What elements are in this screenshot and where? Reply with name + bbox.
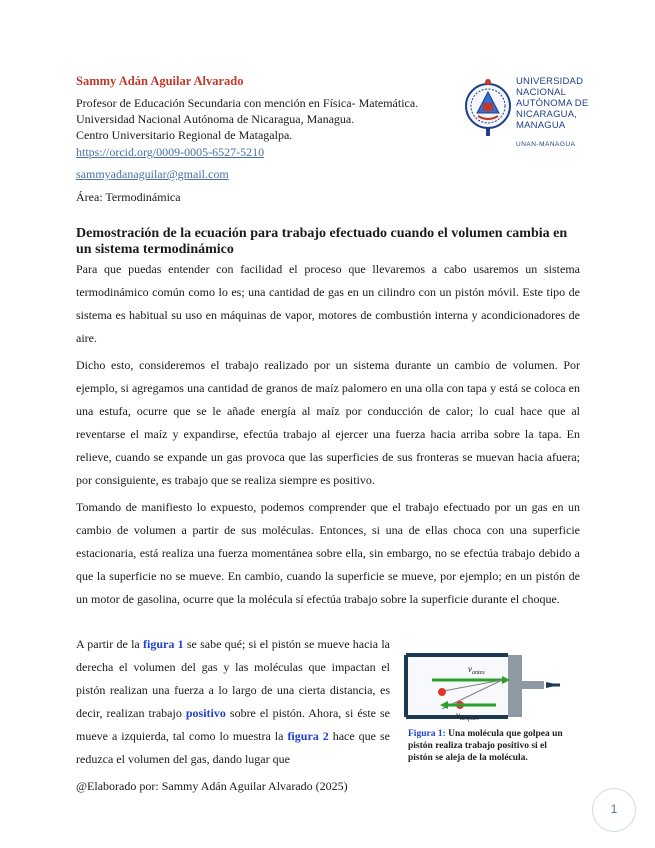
paragraph-1: Para que puedas entender con facilidad el proceso que llevaremos a cabo usaremos un sistema termodinámico común como lo es; una cantidad de gas en un cilindro con un pistón móvil. Este tipo de sistema es habitual su uso en máquinas de vapor, motores de combustión interna y acondicionadores de aire. [76, 262, 580, 345]
velocity-after-symbol: v [456, 710, 460, 720]
paragraph-4-text: sobre el pistón. Ahora, si éste se mueve a izquierda, tal como lo muestra la [76, 706, 390, 743]
paragraph-4-text: hace que se reduzca el volumen del gas, dando lugar que [76, 729, 390, 766]
figure-1-reference: figura 1 [142, 637, 184, 651]
university-name-line: AUTÓNOMA DE [516, 98, 589, 109]
paragraph-2: Dicho esto, consideremos el trabajo realizado por un sistema durante un cambio de volumen. Por ejemplo, si agregamos una cantidad de granos de maíz palomero en una olla con tapa y está se coloca en una estufa, ocurre que se le añade energía al maíz por conducción de calor; lo cual hace que al reventarse el maíz y expandirse, efectúa trabajo al ejercer una fuerza hacia arriba sobre la tapa. En relieve, cuando se expande un gas provoca que las superficies de sus fronteras se muevan hacia afuera; por consiguiente, es trabajo que se realiza siempre es positivo. [76, 358, 580, 487]
university-name-line: NACIONAL [516, 87, 567, 98]
footer-credit: @Elaborado por: Sammy Adán Aguilar Alvarado (2025) [76, 779, 348, 793]
velocity-after-subscript: después [460, 716, 479, 722]
paragraph-4-text: A partir de la [76, 637, 143, 651]
university-name-line: MANAGUA [516, 120, 566, 131]
paragraph-3: Tomando de manifiesto lo expuesto, podemos comprender que el trabajo efectuado por un gas en un cambio de volumen a partir de sus moléculas. Entonces, si una de ellas choca con una superficie estacionaria, está realiza una fuerza momentánea sobre ella, sin embargo, no se efectúa trabajo debido a que la superficie no se mueve. En cambio, cuando la superficie se mueve, por ejemplo; en un pistón de un motor de gasolina, ocurre que la molécula sí efectúa trabajo sobre la superficie durante el choque. [76, 500, 580, 606]
affiliation-line-2: Universidad Nacional Autónoma de Nicaragua, Managua. [76, 112, 355, 126]
positive-keyword: positivo [185, 706, 226, 720]
article-title: Demostración de la ecuación para trabajo efectuado cuando el volumen cambia en un sistema termodinámico [76, 226, 568, 257]
paragraph-4 [76, 633, 390, 771]
university-name-line: NICARAGUA, [516, 109, 578, 120]
university-name [516, 76, 588, 131]
piston-figure [404, 652, 572, 722]
page-number: 1 [592, 788, 636, 832]
velocity-before-symbol: v [468, 664, 472, 674]
figure-caption-text: Una molécula que golpea un pistón realiza trabajo positivo si el pistón se aleja de la molécula. [408, 729, 563, 763]
university-name-line: UNIVERSIDAD [516, 76, 584, 87]
orcid-link[interactable]: https://orcid.org/0009-0005-6527-5210 [76, 145, 265, 159]
figure-caption [408, 728, 574, 764]
paragraph-4-text: se sabe qué; si el pistón se mueve hacia la derecha el volumen del gas y las moléculas que impactan el pistón realizan una fuerza a lo largo de una cierta distancia, es decir, realizan trabajo [76, 637, 391, 720]
figure-2-reference: figura 2 [287, 729, 329, 743]
email-link[interactable]: sammyadanaguilar@gmail.com [76, 167, 229, 181]
university-seal-icon [464, 76, 512, 138]
velocity-before-subscript: antes [472, 670, 485, 676]
subject-area: Área: Termodinámica [76, 190, 181, 204]
figure-caption-label: Figura 1: [408, 729, 446, 739]
university-acronym: UNAN-MANAGUA [516, 141, 576, 148]
affiliation-line-1: Profesor de Educación Secundaria con mención en Física- Matemática. [76, 96, 419, 110]
author-name: Sammy Adán Aguilar Alvarado [76, 74, 244, 88]
affiliation-line-3: Centro Universitario Regional de Matagalpa. [76, 128, 293, 142]
